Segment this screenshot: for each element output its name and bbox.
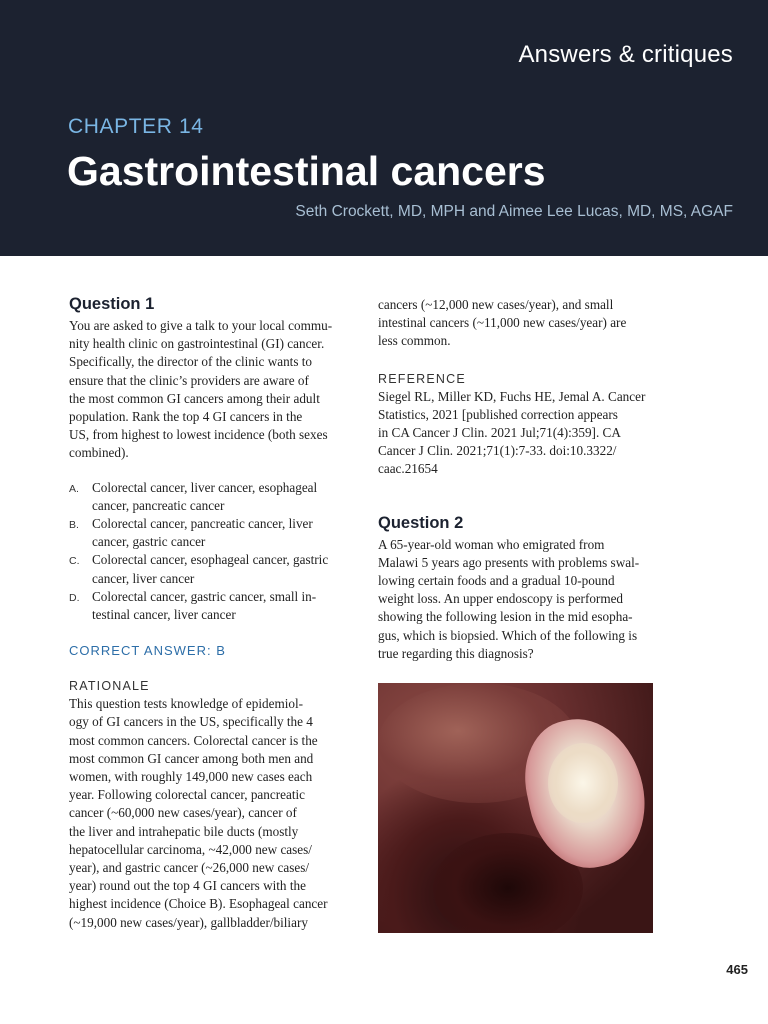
- stem-line: Malawi 5 years ago presents with problems swal-: [378, 554, 640, 570]
- question-2-stem: [378, 536, 656, 663]
- left-column: [69, 293, 347, 932]
- rationale-line: hepatocellular carcinoma, ~42,000 new cases/: [69, 841, 312, 857]
- lesion-highlight: [548, 743, 618, 823]
- section-tag: Answers & critiques: [518, 41, 733, 68]
- reference-line: Siegel RL, Miller KD, Fuchs HE, Jemal A. Cancer: [378, 388, 646, 404]
- rationale-line: year), and gastric cancer (~26,000 new cases/: [69, 860, 310, 876]
- stem-line: showing the following lesion in the mid esopha-: [378, 609, 633, 625]
- right-column: [378, 296, 656, 663]
- option-text: Colorectal cancer, gastric cancer, small in-: [92, 588, 317, 604]
- option-a: [69, 479, 347, 515]
- rationale-heading: RATIONALE: [69, 679, 150, 694]
- stem-line: US, from highest to lowest incidence (both sexes: [69, 427, 328, 443]
- option-text: cancer, pancreatic cancer: [92, 497, 225, 513]
- rationale-line: This question tests knowledge of epidemiol-: [69, 696, 304, 712]
- rationale-line: women, with roughly 149,000 new cases each: [69, 769, 313, 785]
- option-letter: B.: [69, 519, 79, 532]
- chapter-label: CHAPTER 14: [68, 115, 204, 138]
- option-text: Colorectal cancer, esophageal cancer, gastric: [92, 552, 329, 568]
- rationale-text: [69, 695, 347, 932]
- stem-line: gus, which is biopsied. Which of the following is: [378, 627, 638, 643]
- rationale-line: cancer (~60,000 new cases/year), cancer of: [69, 805, 297, 821]
- chapter-title: Gastrointestinal cancers: [67, 148, 546, 194]
- rationale-line: ogy of GI cancers in the US, specifically the 4: [69, 714, 313, 730]
- option-d: [69, 588, 347, 624]
- stem-line: lowing certain foods and a gradual 10-pound: [378, 573, 615, 589]
- option-b: [69, 515, 347, 551]
- stem-line: true regarding this diagnosis?: [378, 645, 534, 661]
- option-text: Colorectal cancer, pancreatic cancer, liver: [92, 516, 313, 532]
- question-1-heading: Question 1: [69, 295, 155, 313]
- rationale-line: highest incidence (Choice B). Esophageal cancer: [69, 896, 328, 912]
- option-c: [69, 551, 347, 587]
- endoscopy-image: [378, 683, 653, 933]
- option-text: cancer, liver cancer: [92, 570, 195, 586]
- rationale-line: year) round out the top 4 GI cancers with the: [69, 878, 306, 894]
- stem-line: ensure that the clinic’s providers are aware of: [69, 372, 309, 388]
- reference-line: Statistics, 2021 [published correction appears: [378, 406, 618, 422]
- option-letter: D.: [69, 591, 80, 604]
- rationale-line: year. Following colorectal cancer, pancreatic: [69, 787, 305, 803]
- stem-line: nity health clinic on gastrointestinal (GI) cancer.: [69, 336, 325, 352]
- option-letter: C.: [69, 555, 80, 568]
- rationale-line: (~19,000 new cases/year), gallbladder/biliary: [69, 914, 308, 930]
- option-text: Colorectal cancer, liver cancer, esophageal: [92, 479, 318, 495]
- answer-options: [69, 479, 347, 625]
- rationale-line: intestinal cancers (~11,000 new cases/year) are: [378, 315, 627, 331]
- stem-line: combined).: [69, 445, 129, 461]
- stem-line: population. Rank the top 4 GI cancers in the: [69, 409, 303, 425]
- question-2-heading: Question 2: [378, 513, 464, 532]
- stem-line: weight loss. An upper endoscopy is performed: [378, 591, 624, 607]
- stem-line: A 65-year-old woman who emigrated from: [378, 536, 605, 552]
- stem-line: Specifically, the director of the clinic wants to: [69, 354, 313, 370]
- authors: Seth Crockett, MD, MPH and Aimee Lee Lucas, MD, MS, AGAF: [295, 203, 733, 220]
- option-text: cancer, gastric cancer: [92, 534, 206, 550]
- correct-answer: CORRECT ANSWER: B: [69, 643, 226, 659]
- stem-line: You are asked to give a talk to your local commu-: [69, 318, 333, 333]
- stem-line: the most common GI cancers among their adult: [69, 390, 320, 406]
- reference-line: caac.21654: [378, 461, 438, 477]
- reference-heading: REFERENCE: [378, 371, 466, 386]
- option-letter: A.: [69, 482, 79, 495]
- reference-line: in CA Cancer J Clin. 2021 Jul;71(4):359]. CA: [378, 425, 621, 441]
- chapter-header: [0, 0, 768, 256]
- rationale-continued: [378, 296, 656, 351]
- rationale-line: the liver and intrahepatic bile ducts (mostly: [69, 823, 299, 839]
- rationale-line: most common GI cancer among both men and: [69, 750, 314, 766]
- rationale-line: cancers (~12,000 new cases/year), and small: [378, 297, 614, 312]
- page-number: 465: [726, 962, 748, 977]
- option-text: testinal cancer, liver cancer: [92, 607, 236, 623]
- reference-line: Cancer J Clin. 2021;71(1):7-33. doi:10.3322/: [378, 443, 617, 459]
- question-1-stem: [69, 317, 347, 463]
- reference-text: [378, 388, 656, 479]
- rationale-line: less common.: [378, 333, 451, 349]
- rationale-line: most common cancers. Colorectal cancer is the: [69, 732, 318, 748]
